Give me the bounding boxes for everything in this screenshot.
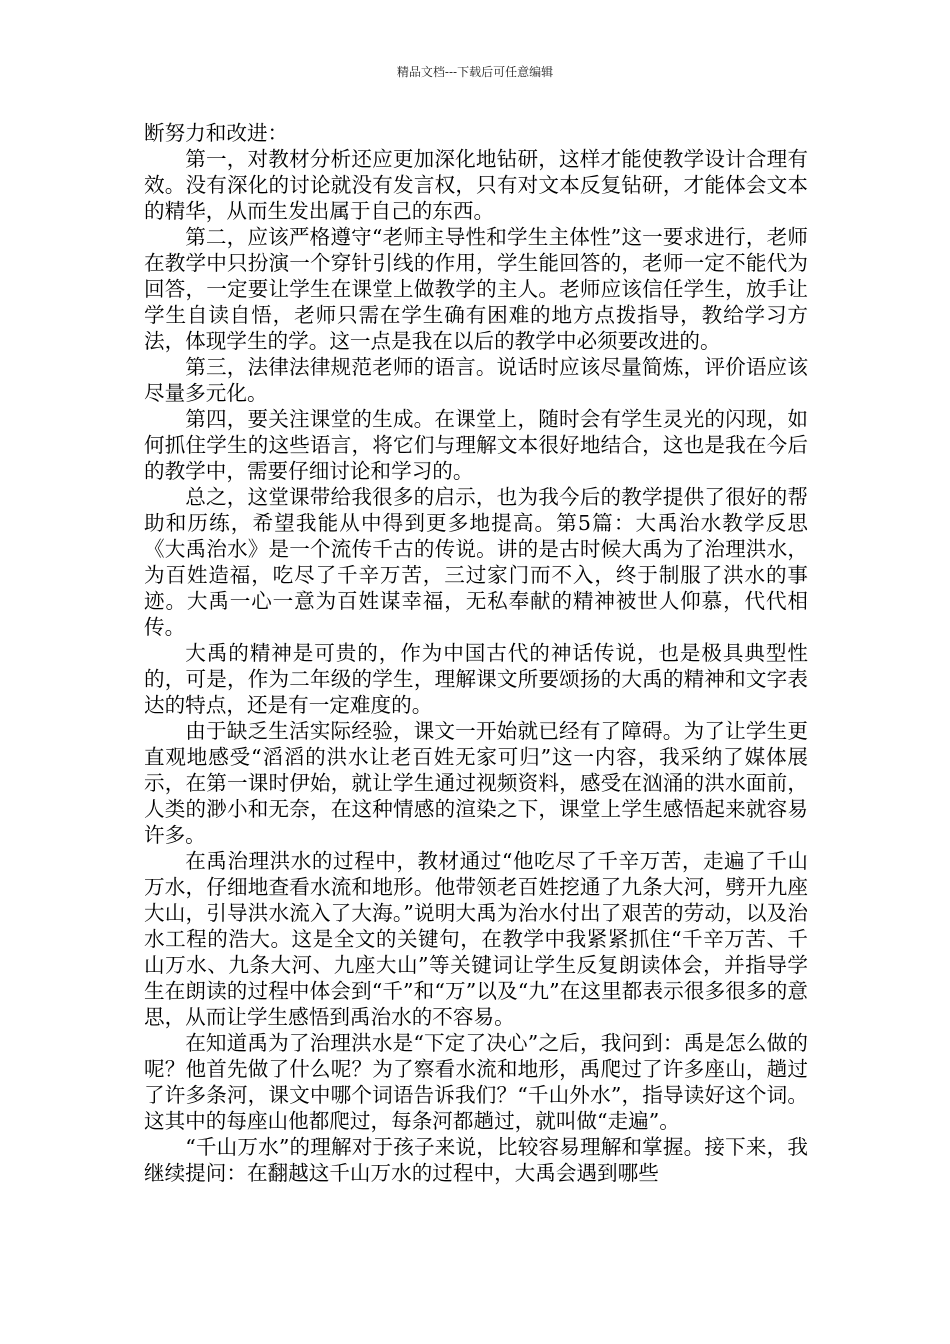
paragraph-point-three: 第三，法律法律规范老师的语言。说话时应该尽量简炼，评价语应该尽量多元化。 (144, 355, 808, 405)
paragraph-point-four: 第四，要关注课堂的生成。在课堂上，随时会有学生灵光的闪现，如何抓住学生的这些语言，将它们与理解文本很好地结合，这也是我在今后的教学中，需要仔细讨论和学习的。 (144, 407, 808, 483)
paragraph-key-sentence: 在禹治理洪水的过程中，教材通过“他吃尽了千辛万苦，走遍了千山万水，仔细地查看水流和地形。他带领老百姓挖通了九条大河，劈开九座大山，引导洪水流入了大海。”说明大禹为治水付出了艰苦的劳动，以及治水工程的浩大。这是全文的关键句，在教学中我紧紧抓住“千辛万苦、千山万水、九条大河、九座大山”等关键词让学生反复朗读体会，并指导学生在朗读的过程中体会到“千”和“万”以及“九”在这里都表示很多很多的意思，从而让学生感悟到禹治水的不容易。 (144, 849, 808, 1029)
paragraph-questioning: 在知道禹为了治理洪水是“下定了决心”之后，我问到：禹是怎么做的呢？他首先做了什么呢？为了察看水流和地形，禹爬过了许多座山，趟过了许多条河，课文中哪个词语告诉我们？“千山外水”，指导读好这个词。这其中的每座山他都爬过，每条河都趟过，就叫做“走遍”。 (144, 1031, 808, 1133)
page-header: 精品文档---下载后可任意编辑 (396, 65, 554, 79)
paragraph-continuation: “千山万水”的理解对于孩子来说，比较容易理解和掌握。接下来，我继续提问：在翻越这千山万水的过程中，大禹会遇到哪些 (144, 1135, 808, 1185)
paragraph-dayu-spirit: 大禹的精神是可贵的，作为中国古代的神话传说，也是极具典型性的，可是，作为二年级的学生，理解课文所要颂扬的大禹的精神和文字表达的特点，还是有一定难度的。 (144, 641, 808, 717)
document-body (144, 120, 808, 1186)
paragraph-media-display: 由于缺乏生活实际经验，课文一开始就已经有了障碍。为了让学生更直观地感受“滔滔的洪水让老百姓无家可归”这一内容，我采纳了媒体展示，在第一课时伊始，就让学生通过视频资料，感受在汹涌的洪水面前，人类的渺小和无奈，在这种情感的渲染之下，课堂上学生感悟起来就容易许多。 (144, 719, 808, 847)
paragraph-intro-fragment: 断努力和改进： (144, 121, 289, 145)
paragraph-summary: 总之，这堂课带给我很多的启示，也为我今后的教学提供了很好的帮助和历练，希望我能从中得到更多地提高。第5篇：大禹治水教学反思《大禹治水》是一个流传千古的传说。讲的是古时候大禹为了治理洪水，为百姓造福，吃尽了千辛万苦，三过家门而不入，终于制服了洪水的事迹。大禹一心一意为百姓谋幸福，无私奉献的精神被世人仰慕，代代相传。 (144, 485, 808, 639)
paragraph-point-two: 第二，应该严格遵守“老师主导性和学生主体性”这一要求进行，老师在教学中只扮演一个穿针引线的作用，学生能回答的，老师一定不能代为回答，一定要让学生在课堂上做教学的主人。老师应该信任学生，放手让学生自读自悟，老师只需在学生确有困难的地方点拨指导，教给学习方法，体现学生的学。这一点是我在以后的教学中必须要改进的。 (144, 225, 808, 353)
paragraph-point-one: 第一，对教材分析还应更加深化地钻研，这样才能使教学设计合理有效。没有深化的讨论就没有发言权，只有对文本反复钻研，才能体会文本的精华，从而生发出属于自己的东西。 (144, 147, 808, 223)
